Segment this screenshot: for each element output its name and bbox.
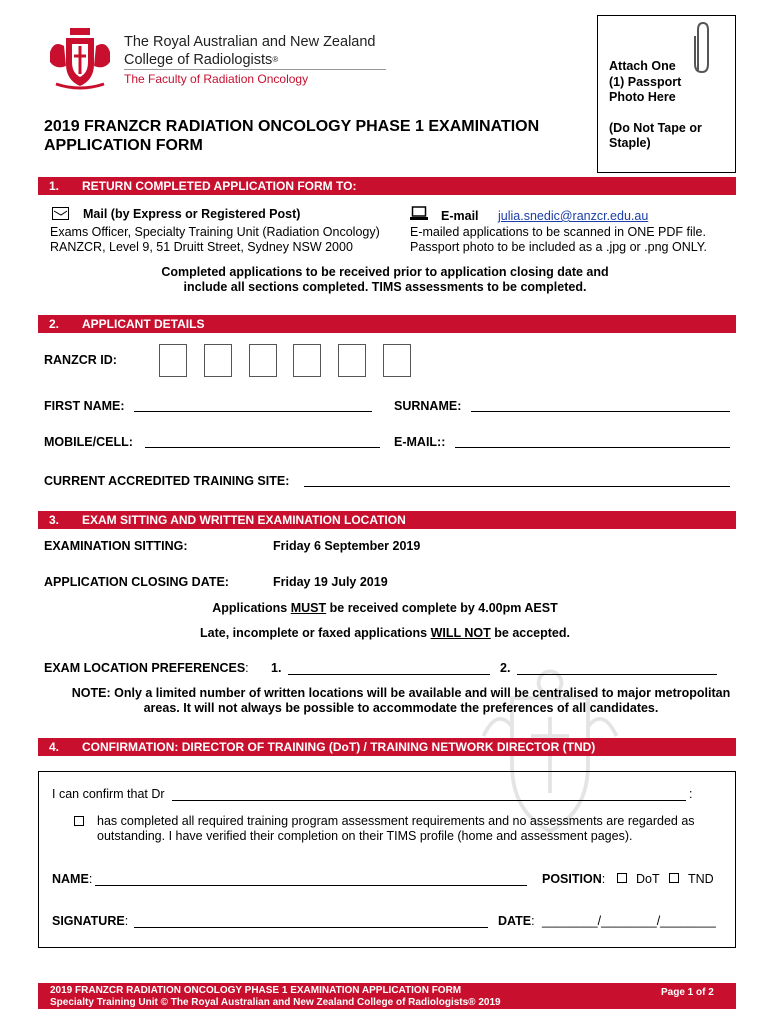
signature-label: SIGNATURE: xyxy=(52,914,129,928)
confirm-colon: : xyxy=(689,787,693,801)
footer-bar xyxy=(38,983,736,1009)
tnd-checkbox[interactable] xyxy=(669,873,679,883)
photo-line4: (Do Not Tape or xyxy=(609,120,702,135)
preference-2-field[interactable] xyxy=(517,674,717,675)
footer-line2: Specialty Training Unit © The Royal Australian and New Zealand College of Radiologists® 2019 xyxy=(50,997,501,1008)
section1-title: RETURN COMPLETED APPLICATION FORM TO: xyxy=(82,179,357,193)
training-site-label: CURRENT ACCREDITED TRAINING SITE: xyxy=(44,474,290,488)
first-name-label: FIRST NAME: xyxy=(44,399,125,413)
closing-date-label: APPLICATION CLOSING DATE: xyxy=(44,575,229,589)
photo-line2: (1) Passport xyxy=(609,74,682,89)
preference-2-label: 2. xyxy=(500,661,511,675)
signature-field[interactable] xyxy=(134,927,488,928)
position-label: POSITION: xyxy=(542,872,606,886)
photo-line1: Attach One xyxy=(609,59,676,73)
section1-note-line1: Completed applications to be received prior to application closing date and xyxy=(161,265,609,279)
section2-header xyxy=(38,315,736,333)
ranzcr-id-box-3[interactable] xyxy=(249,344,277,377)
closing-date-value: Friday 19 July 2019 xyxy=(273,575,388,589)
mail-address-line1: Exams Officer, Specialty Training Unit (Radiation Oncology) xyxy=(50,225,380,239)
location-preferences-label: EXAM LOCATION PREFERENCES: xyxy=(44,661,249,675)
confirm-statement-line1: has completed all required training program assessment requirements and no assessments are regarded as xyxy=(97,814,695,828)
name-label: NAME: xyxy=(52,872,93,886)
location-note xyxy=(16,686,770,716)
must-emphasis: MUST xyxy=(290,601,327,615)
mobile-field[interactable] xyxy=(145,447,380,448)
mail-icon xyxy=(52,207,69,220)
location-note-line1: NOTE: Only a limited number of written locations will be available and will be centralised to major metropolitan xyxy=(71,686,731,700)
photo-line3: Photo Here xyxy=(609,90,676,104)
ranzcr-id-box-2[interactable] xyxy=(204,344,232,377)
date-field[interactable]: ________/________/________ xyxy=(542,914,716,928)
section2-number: 2. xyxy=(49,317,60,331)
section3-title: EXAM SITTING AND WRITTEN EXAMINATION LOCATION xyxy=(82,513,406,527)
email-address-link[interactable]: julia.snedic@ranzcr.edu.au xyxy=(498,209,649,223)
preference-1-label: 1. xyxy=(271,661,282,675)
section1-note xyxy=(0,265,770,295)
section4-header xyxy=(38,738,736,756)
form-title-line2: APPLICATION FORM xyxy=(44,137,203,154)
faculty-name: The Faculty of Radiation Oncology xyxy=(124,72,309,86)
dot-checkbox[interactable] xyxy=(617,873,627,883)
section1-header xyxy=(38,177,736,195)
college-name-line1: The Royal Australian and New Zealand xyxy=(124,34,376,50)
email-note-line1: E-mailed applications to be scanned in ONE PDF file. xyxy=(410,225,706,239)
section1-note-line2: include all sections completed. TIMS assessments to be completed. xyxy=(183,280,587,294)
section2-title: APPLICANT DETAILS xyxy=(82,317,205,331)
college-name-line2: College of Radiologists xyxy=(124,52,273,68)
email-note-line2: Passport photo to be included as a .jpg or .png ONLY. xyxy=(410,240,707,254)
ranzcr-id-box-1[interactable] xyxy=(159,344,187,377)
exam-sitting-label: EXAMINATION SITTING: xyxy=(44,539,188,553)
location-note-line2: areas. It will not always be possible to accommodate the preferences of all candidates. xyxy=(143,701,659,715)
form-title-line1: 2019 FRANZCR RADIATION ONCOLOGY PHASE 1 EXAMINATION xyxy=(44,118,540,135)
confirm-statement-line2: outstanding. I have verified their completion on their TIMS profile (home and assessment pages). xyxy=(97,829,633,843)
exam-sitting-value: Friday 6 September 2019 xyxy=(273,539,421,553)
footer-line1: 2019 FRANZCR RADIATION ONCOLOGY PHASE 1 EXAMINATION APPLICATION FORM xyxy=(50,985,462,996)
section4-title: CONFIRMATION: DIRECTOR OF TRAINING (DoT) / TRAINING NETWORK DIRECTOR (TND) xyxy=(82,740,596,754)
surname-field[interactable] xyxy=(471,411,730,412)
tnd-label: TND xyxy=(688,872,714,886)
crest-icon xyxy=(44,26,116,90)
late-notice: Late, incomplete or faxed applications WILL NOT be accepted. xyxy=(200,626,570,640)
email-label: E-mail xyxy=(441,209,479,223)
confirm-label: I can confirm that Dr xyxy=(52,787,165,801)
ranzcr-id-box-6[interactable] xyxy=(383,344,411,377)
college-name xyxy=(124,33,375,69)
computer-icon xyxy=(410,206,428,221)
confirm-checkbox[interactable] xyxy=(74,816,84,826)
dot-name-field[interactable] xyxy=(95,885,527,886)
page-number: Page 1 of 2 xyxy=(661,987,714,998)
mail-address-line2: RANZCR, Level 9, 51 Druitt Street, Sydney NSW 2000 xyxy=(50,240,353,254)
ranzcr-id-label: RANZCR ID: xyxy=(44,353,117,367)
doctor-name-field[interactable] xyxy=(172,800,686,801)
college-logo xyxy=(44,26,116,90)
registered-mark: ® xyxy=(272,55,279,64)
training-site-field[interactable] xyxy=(304,486,730,487)
date-label: DATE: xyxy=(498,914,535,928)
section4-number: 4. xyxy=(49,740,60,754)
dot-label: DoT xyxy=(636,872,660,886)
preference-1-field[interactable] xyxy=(288,674,490,675)
section3-header xyxy=(38,511,736,529)
confirm-statement xyxy=(97,814,695,844)
ranzcr-id-box-5[interactable] xyxy=(338,344,366,377)
header-divider xyxy=(124,69,386,70)
section3-number: 3. xyxy=(49,513,60,527)
applicant-email-label: E-MAIL:: xyxy=(394,435,446,449)
applicant-email-field[interactable] xyxy=(455,447,730,448)
will-not-emphasis: WILL NOT xyxy=(430,626,491,640)
section1-number: 1. xyxy=(49,179,60,193)
photo-line5: Staple) xyxy=(609,136,651,150)
surname-label: SURNAME: xyxy=(394,399,462,413)
mail-label: Mail (by Express or Registered Post) xyxy=(83,207,301,221)
first-name-field[interactable] xyxy=(134,411,372,412)
ranzcr-id-box-4[interactable] xyxy=(293,344,321,377)
must-notice: Applications MUST be received complete by 4.00pm AEST xyxy=(212,601,558,615)
mobile-label: MOBILE/CELL: xyxy=(44,435,133,449)
passport-photo-box[interactable] xyxy=(597,15,736,173)
form-title xyxy=(44,117,539,155)
